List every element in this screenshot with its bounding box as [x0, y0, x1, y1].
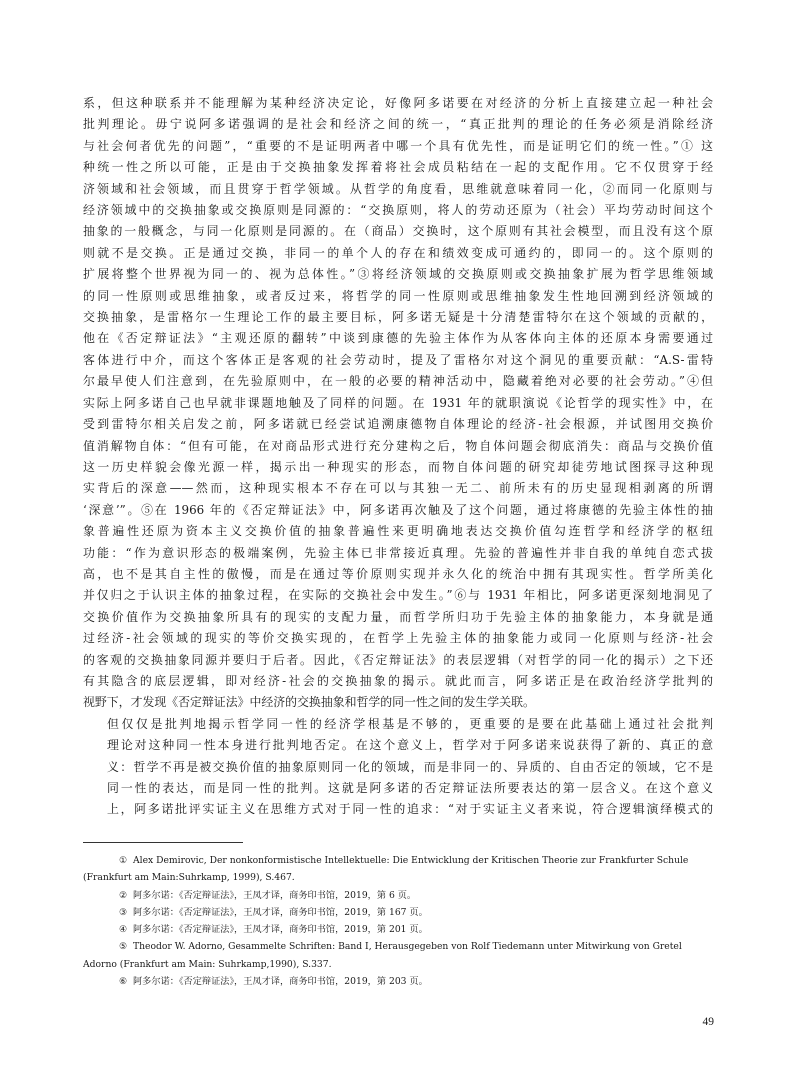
footnote-text: Adorno (Frankfurt am Main: Suhrkamp,1990), S.337. [83, 958, 332, 970]
text-line: 批判理论。毋宁说阿多诺强调的是社会和经济之间的统一，“真正批判的理论的任务必须是消除经济 [83, 117, 713, 132]
text-line: 这一历史样貌会像光源一样，揭示出一种现实的形态，而物自体问题的研究却徒劳地试图探寻这种现 [83, 459, 713, 474]
footnote-text: 阿多尔诺：《否定辩证法》，王凤才译，商务印书馆，2019，第 203 页。 [133, 976, 428, 988]
paragraph-1 [83, 93, 713, 714]
text-line: 象普遍性还原为资本主义交换价值的抽象普遍性来更明确地表达交换价值勾连哲学和经济学的枢纽 [83, 524, 713, 539]
text-line: 并仅归之于认识主体的抽象过程，在实际的交换社会中发生。”⑥与 1931 年相比，阿多诺更深刻地洞见了 [83, 588, 713, 603]
text-line: 但仅仅是批判地揭示哲学同一性的经济学根基是不够的，更重要的是要在此基础上通过社会批判 [107, 716, 713, 731]
text-line: 值消解物自体：“但有可能，在对商品形式进行充分建构之后，物自体问题会彻底消失：商品与交换价值 [83, 438, 713, 453]
text-line: 扩展将整个世界视为同一的、视为总体性。”③将经济领域的交换原则或交换抽象扩展为哲学思维领域 [83, 267, 713, 282]
footnote-text: 阿多尔诺：《否定辩证法》，王凤才译，商务印书馆，2019，第 6 页。 [133, 889, 417, 901]
paragraph-2 [83, 714, 713, 821]
footnote [83, 973, 713, 990]
text-line: 种统一性之所以可能，正是由于交换抽象发挥着将社会成员粘结在一起的支配作用。它不仅贯穿于经 [83, 160, 713, 175]
footnote-marker: ② [119, 889, 128, 901]
footnote-marker: ① [119, 855, 128, 866]
text-line: 济领域和社会领域，而且贯穿于哲学领域。从哲学的角度看，思维就意味着同一化，②而同一化原则与 [83, 181, 713, 196]
text-line: 视野下，才发现《否定辩证法》中经济的交换抽象和哲学的同一性之间的发生学关联。 [83, 695, 535, 710]
footnote-text: (Frankfurt am Main:Suhrkamp, 1999), S.467. [83, 872, 295, 884]
text-line: 抽象的一般概念，与同一化原则是同源的。在（商品）交换时，这个原则有其社会模型，而且没有这个原 [83, 224, 713, 239]
body-text [83, 93, 713, 821]
text-line: 与社会何者优先的问题”，“重要的不是证明两者中哪一个具有优先性，而是证明它们的统一性。”① 这 [83, 138, 713, 153]
footnote-text: Theodor W. Adorno, Gesammelte Schriften: Band I, Herausgegeben von Rolf Tiedemann unter Mitwirkung von Gretel [133, 941, 682, 953]
text-line: 实背后的深意——然而，这种现实根本不存在可以与其独一无二、前所未有的历史显现相剥离的所谓 [83, 481, 713, 496]
text-line: 有其隐含的底层逻辑，即对经济-社会的交换抽象的揭示。就此而言，阿多诺正是在政治经济学批判的 [83, 673, 713, 688]
footnotes [83, 852, 713, 990]
text-line: 的客观的交换抽象同源并要归于后者。因此，《否定辩证法》的表层逻辑（对哲学的同一化的揭示）之下还 [83, 652, 713, 667]
text-line: 高，也不是其自主性的傲慢，而是在通过等价原则实现并永久化的统治中拥有其现实性。哲学所美化 [83, 566, 713, 581]
footnote-divider [83, 842, 243, 843]
text-line: 交换抽象，是雷格尔一生理论工作的最主要目标，阿多诺无疑是十分清楚雷特尔在这个领域的贡献的， [83, 310, 713, 325]
text-line: 系，但这种联系并不能理解为某种经济决定论，好像阿多诺要在对经济的分析上直接建立起一种社会 [83, 96, 713, 110]
footnote-text: 阿多尔诺：《否定辩证法》，王凤才译，商务印书馆，2019，第 167 页。 [133, 906, 428, 918]
text-line: 经济领域中的交换抽象或交换原则是同源的：“交换原则，将人的劳动还原为（社会）平均劳动时间这个 [83, 203, 713, 218]
text-line: 客体进行中介，而这个客体正是客观的社会劳动时，提及了雷格尔对这个洞见的重要贡献：“A.S-雷特 [83, 352, 713, 367]
footnote [83, 904, 713, 921]
page-number: 49 [702, 1016, 714, 1028]
text-line: 尔最早使人们注意到，在先验原则中，在一般的必要的精神活动中，隐藏着绝对必要的社会劳动。”④但 [83, 374, 713, 389]
text-line: 理论对这种同一性本身进行批判地否定。在这个意义上，哲学对于阿多诺来说获得了新的、真正的意 [107, 738, 713, 753]
footnote-marker: ⑥ [119, 976, 128, 988]
text-line: 同一性的表达，而是同一性的批判。这就是阿多诺的否定辩证法所要表达的第一层含义。在这个意义 [107, 781, 713, 795]
text-line: 义：哲学不再是被交换价值的抽象原则同一化的领域，而是非同一的、异质的、自由否定的领域，它不是 [107, 759, 713, 774]
footnote-marker: ④ [119, 924, 128, 936]
text-line: 功能：“作为意识形态的极端案例，先验主体已非常接近真理。先验的普遍性并非自我的单纯自恋式拔 [83, 545, 713, 560]
footnote-text: Alex Demirovic, Der nonkonformistische Intellektuelle: Die Entwicklung der Kritischen Theorie zur Frankfurter Schule [133, 855, 689, 866]
footnote-marker: ③ [119, 906, 128, 918]
text-line: 他在《否定辩证法》“主观还原的翻转”中谈到康德的先验主体作为从客体向主体的还原本身需要通过 [83, 331, 713, 346]
text-line: 的同一性原则或思维抽象，或者反过来，将哲学的同一性原则或思维抽象发生性地回溯到经济领域的 [83, 288, 713, 303]
text-line: 过经济-社会领域的现实的等价交换实现的，在哲学上先验主体的抽象能力或同一化原则与经济-社会 [83, 631, 713, 646]
text-line: 受到雷特尔相关启发之前，阿多诺就已经尝试追溯康德物自体理论的经济-社会根源，并试图用交换价 [83, 417, 713, 432]
footnote [83, 852, 713, 887]
text-line: 则就不是交换。正是通过交换，非同一的单个人的存在和绩效变成可通约的，即同一的。这个原则的 [83, 245, 713, 260]
text-line: 实际上阿多诺自己也早就非课题地触及了同样的问题。在 1931 年的就职演说《论哲学的现实性》中，在 [83, 395, 713, 410]
footnote-text: 阿多尔诺：《否定辩证法》，王凤才译，商务印书馆，2019，第 201 页。 [133, 924, 428, 936]
text-line: 交换价值作为交换抽象所具有的现实的支配力量，而哲学所归功于先验主体的抽象能力，本身就是通 [83, 609, 713, 624]
text-line: 上，阿多诺批评实证主义在思维方式对于同一性的追求：“对于实证主义者来说，符合逻辑演绎模式的 [107, 802, 713, 817]
footnote [83, 921, 713, 938]
footnote-marker: ⑤ [119, 941, 128, 953]
text-line: ‘深意’”。⑤在 1966 年的《否定辩证法》中，阿多诺再次触及了这个问题，通过将康德的先验主体性的抽 [83, 502, 713, 517]
footnote [83, 938, 713, 973]
footnote [83, 887, 713, 904]
